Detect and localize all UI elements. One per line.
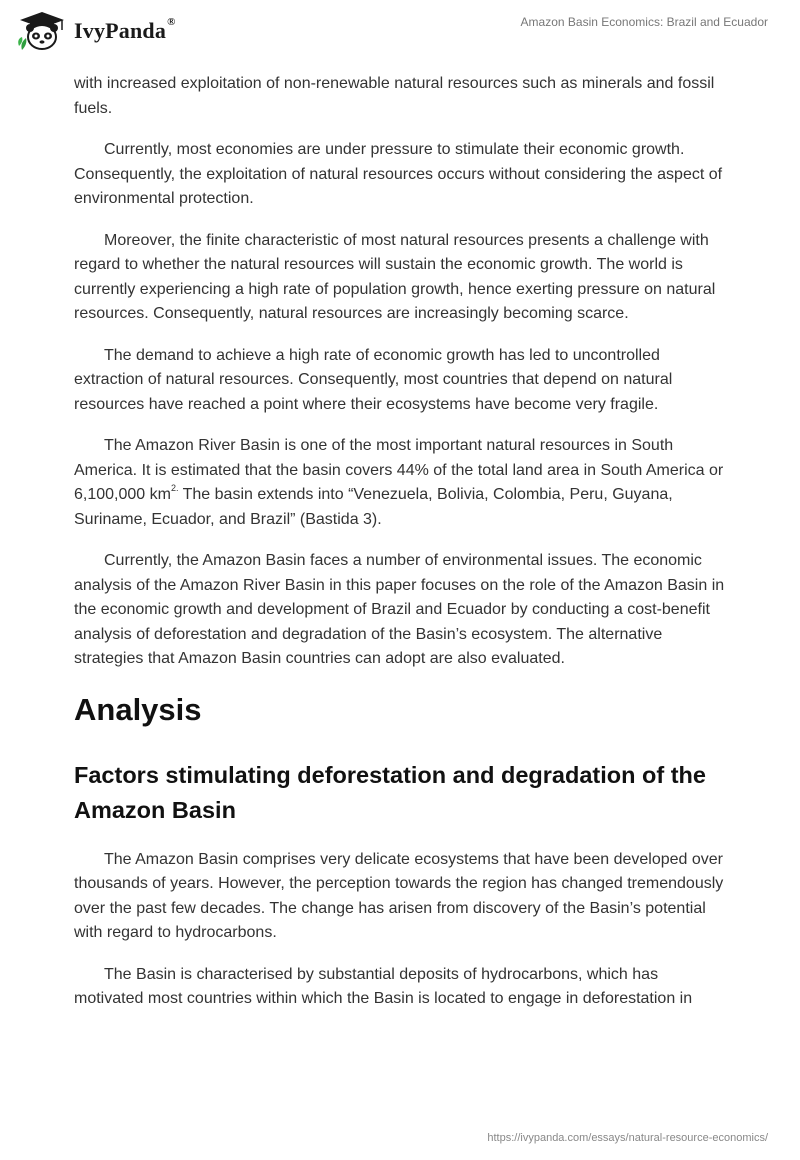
paragraph: Currently, most economies are under pressure to stimulate their economic growth. Consequently, the exploitation of natural resources occurs without considering the aspect of environmental protection. [74, 141, 723, 207]
document-title: Amazon Basin Economics: Brazil and Ecuador [520, 15, 768, 29]
paragraph: with increased exploitation of non-renewable natural resources such as minerals and fossil fuels. [74, 75, 715, 117]
subsection-heading: Factors stimulating deforestation and degradation of the Amazon Basin [74, 761, 706, 823]
paragraph: The Basin is characterised by substantial deposits of hydrocarbons, which has motivated most countries within which the Basin is located to engage in deforestation in [74, 965, 693, 1007]
paragraph: The demand to achieve a high rate of economic growth has led to uncontrolled extraction of natural resources. Consequently, most countries that depend on natural resources have reached a point where their ecosystems have become very fragile. [74, 346, 673, 413]
essay-content [74, 72, 730, 1029]
paragraph: Moreover, the finite characteristic of most natural resources presents a challenge with regard to whether the natural resources will sustain the economic growth. The world is currently experiencing a high rate of population growth, hence exerting pressure on natural resources. Consequently, natural resources are increasingly becoming scarce. [74, 231, 716, 322]
paragraph: Currently, the Amazon Basin faces a number of environmental issues. The economic analysis of the Amazon River Basin in this paper focuses on the role of the Amazon Basin in the economic growth and development of Brazil and Ecuador by conducting a cost-benefit analysis of deforestation and degradation of the Basin’s ecosystem. The alternative strategies that Amazon Basin countries can adopt are also evaluated. [74, 552, 725, 667]
panda-logo-icon [16, 10, 68, 52]
brand-name: IvyPanda® [74, 16, 176, 43]
source-url[interactable]: https://ivypanda.com/essays/natural-resource-economics/ [487, 1132, 768, 1144]
brand-logo[interactable] [16, 10, 176, 52]
paragraph-amazon-basin: The Amazon River Basin is one of the most important natural resources in South America. It is estimated that the basin covers 44% of the total land area in South America or 6,100,000 $km^{2.}$ The basin extends into “Venezuela, Bolivia, Colombia, Peru, Guyana, Suriname, Ecuador, and Brazil” (Bastida 3). [74, 437, 724, 528]
paragraph: The Amazon Basin comprises very delicate ecosystems that have been developed over thousands of years. However, the perception towards the region has changed tremendously over the past few decades. The change has arisen from discovery of the Basin’s potential with regard to hydrocarbons. [74, 850, 724, 941]
section-heading: Analysis [74, 691, 202, 727]
page-header [0, 0, 800, 64]
